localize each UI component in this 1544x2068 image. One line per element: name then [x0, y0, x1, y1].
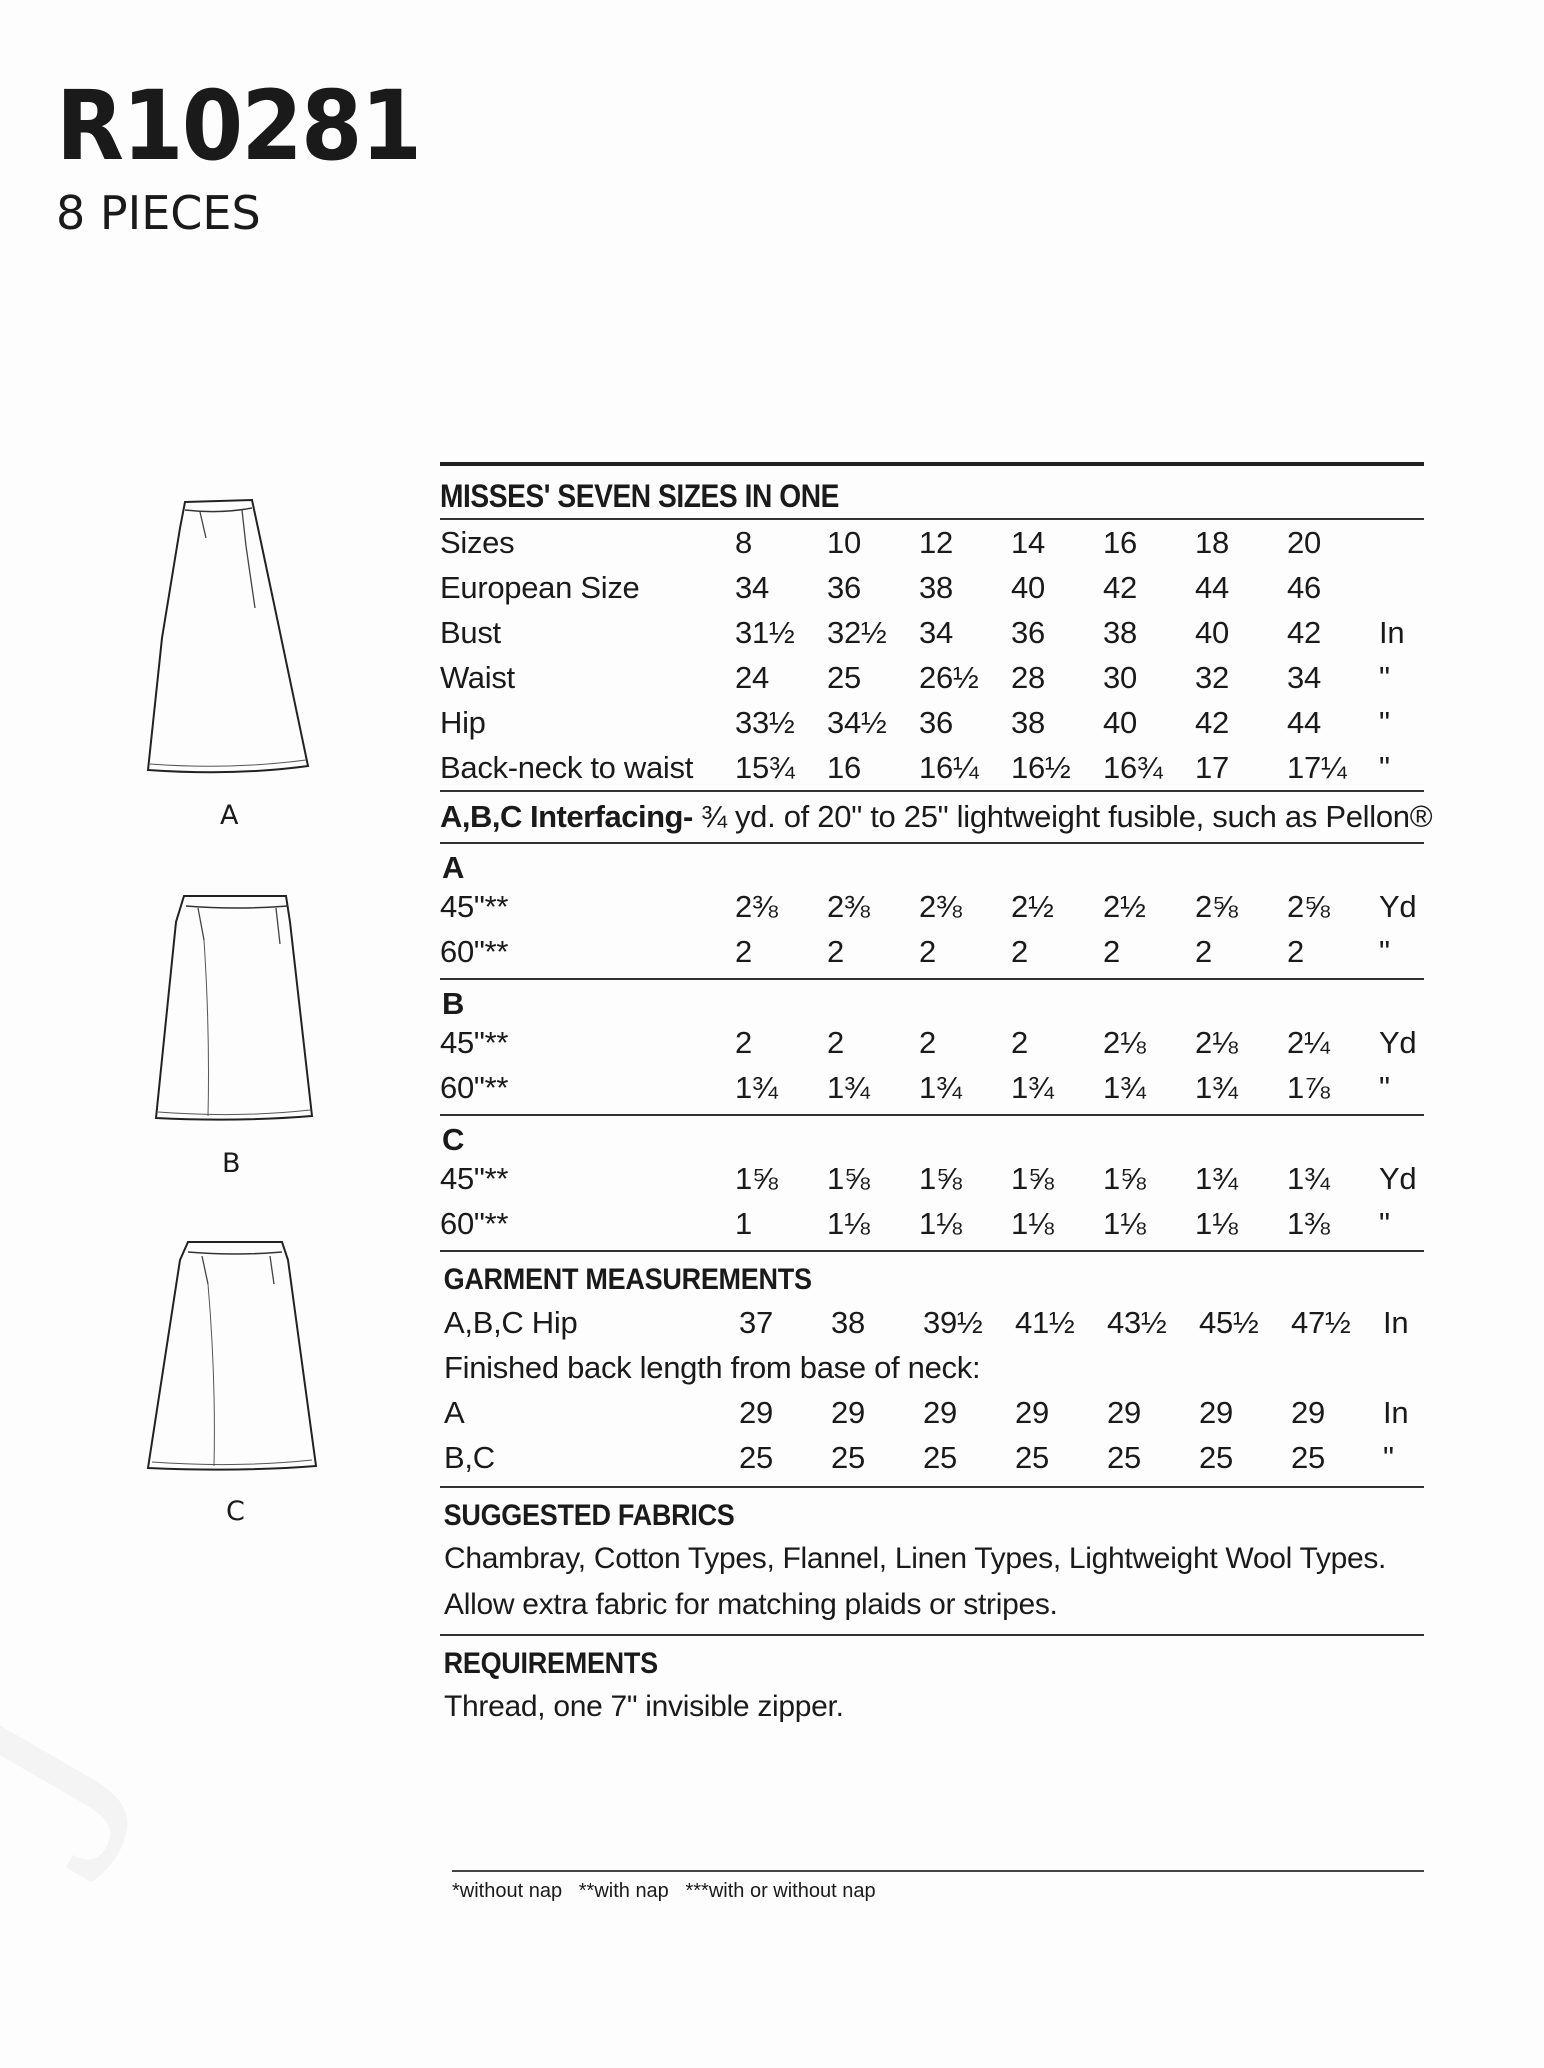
row-value: 1⅛: [827, 1206, 870, 1241]
view-b-label: B: [222, 1148, 241, 1179]
pattern-chart: [440, 462, 1433, 1730]
row-value: 1¾: [1103, 1070, 1146, 1105]
row-value: 32: [1195, 660, 1229, 695]
row-value: 8: [735, 525, 752, 560]
row-value: 34: [735, 570, 769, 605]
size-measurement-rows: [440, 520, 1424, 790]
row-value: 2: [1011, 934, 1028, 969]
row-value: 2: [735, 1025, 752, 1060]
measurement-row: [440, 1435, 1424, 1480]
row-value: 12: [919, 525, 953, 560]
row-value: 2⅝: [1287, 889, 1330, 924]
row-value: 2⅜: [919, 889, 962, 924]
row-value: 25: [831, 1440, 865, 1475]
row-value: 33½: [735, 705, 795, 740]
row-label: 60"**: [440, 1206, 509, 1241]
measurement-row: [440, 929, 1424, 974]
interfacing-row: [440, 792, 1433, 842]
row-value: 29: [739, 1395, 773, 1430]
row-value: 29: [1199, 1395, 1233, 1430]
row-value: 2: [827, 934, 844, 969]
requirements-title: REQUIREMENTS: [443, 1647, 658, 1680]
footer-rule: [452, 1870, 1424, 1872]
row-value: 44: [1287, 705, 1321, 740]
row-value: 2½: [1103, 889, 1146, 924]
row-label: 60"**: [440, 1070, 509, 1105]
row-label: Back-neck to waist: [440, 750, 694, 785]
row-value: 2: [735, 934, 752, 969]
row-value: 1: [735, 1206, 752, 1241]
row-unit: Yd: [1379, 889, 1417, 924]
yardage-view-heading: A: [442, 850, 465, 885]
measurement-row: [440, 565, 1424, 610]
yardage-blocks: [440, 844, 1424, 1252]
watermark: [0, 1630, 169, 1871]
row-label: European Size: [440, 570, 640, 605]
row-unit: ": [1383, 1440, 1394, 1475]
row-value: 2: [1195, 934, 1212, 969]
row-value: 16: [1103, 525, 1137, 560]
row-label: 45"**: [440, 1025, 509, 1060]
row-value: 25: [1107, 1440, 1141, 1475]
row-value: 1⅝: [1011, 1161, 1054, 1196]
row-value: 10: [827, 525, 861, 560]
row-value: 2: [1287, 934, 1304, 969]
row-value: 1¾: [1287, 1161, 1330, 1196]
chart-title: MISSES' SEVEN SIZES IN ONE: [440, 478, 839, 514]
measurement-row: [440, 884, 1424, 929]
row-value: 39½: [923, 1305, 983, 1340]
row-unit: ": [1379, 934, 1390, 969]
row-unit: ": [1379, 1070, 1390, 1105]
row-label: B,C: [444, 1440, 495, 1475]
row-value: 1⅞: [1287, 1070, 1330, 1105]
measurement-row: [440, 520, 1424, 565]
row-unit: [1379, 520, 1419, 565]
nap-footnote: *without nap **with nap ***with or without nap: [452, 1880, 876, 1902]
row-value: 20: [1287, 525, 1321, 560]
row-value: 1⅝: [827, 1161, 870, 1196]
row-value: 25: [1199, 1440, 1233, 1475]
row-value: 25: [1291, 1440, 1325, 1475]
row-value: 1¾: [919, 1070, 962, 1105]
row-unit: In: [1379, 615, 1405, 650]
measurement-row: [440, 1020, 1424, 1065]
row-value: 2⅜: [827, 889, 870, 924]
row-value: 42: [1195, 705, 1229, 740]
row-value: 36: [919, 705, 953, 740]
row-value: 29: [1015, 1395, 1049, 1430]
garment-measurements-title: GARMENT MEASUREMENTS: [443, 1263, 812, 1296]
row-value: 38: [831, 1305, 865, 1340]
row-value: 14: [1011, 525, 1045, 560]
row-value: 25: [923, 1440, 957, 1475]
row-unit: ": [1379, 1206, 1390, 1241]
row-value: 47½: [1291, 1305, 1351, 1340]
row-value: 2⅜: [735, 889, 778, 924]
row-value: 2⅛: [1103, 1025, 1146, 1060]
row-value: 29: [1291, 1395, 1325, 1430]
row-label: 60"**: [440, 934, 509, 969]
row-value: 1⅝: [1103, 1161, 1146, 1196]
row-value: 45½: [1199, 1305, 1259, 1340]
pattern-number: R10281: [56, 70, 421, 182]
yardage-view-heading: B: [442, 986, 465, 1021]
suggested-fabrics-text: Chambray, Cotton Types, Flannel, Linen Types, Lightweight Wool Types. Allow extra fabric for matching plaids or stripes.: [444, 1542, 1387, 1621]
interfacing-text: ¾ yd. of 20" to 25" lightweight fusible, such as Pellon®: [692, 799, 1433, 834]
row-value: 2⅛: [1195, 1025, 1238, 1060]
row-value: 25: [1015, 1440, 1049, 1475]
row-value: 2: [919, 1025, 936, 1060]
row-value: 34: [1287, 660, 1321, 695]
row-value: 46: [1287, 570, 1321, 605]
row-value: 24: [735, 660, 769, 695]
row-value: 2½: [1011, 889, 1054, 924]
row-value: 43½: [1107, 1305, 1167, 1340]
view-a-sketch: [140, 498, 325, 778]
row-label: Sizes: [440, 525, 515, 560]
back-length-subtitle: Finished back length from base of neck:: [444, 1350, 981, 1385]
row-value: 34½: [827, 705, 887, 740]
measurement-row: [440, 1201, 1424, 1246]
row-unit: In: [1383, 1395, 1409, 1430]
row-value: 2: [1103, 934, 1120, 969]
row-value: 2: [1011, 1025, 1028, 1060]
row-value: 44: [1195, 570, 1229, 605]
measurement-row: [440, 1300, 1424, 1345]
row-label: Bust: [440, 615, 501, 650]
row-value: 42: [1287, 615, 1321, 650]
row-value: 1⅛: [1103, 1206, 1146, 1241]
row-value: 1⅛: [919, 1206, 962, 1241]
row-value: 26½: [919, 660, 979, 695]
row-value: 1¾: [1195, 1070, 1238, 1105]
row-value: 15¾: [735, 750, 795, 785]
row-value: 25: [827, 660, 861, 695]
row-value: 41½: [1015, 1305, 1075, 1340]
row-value: 16¼: [919, 750, 979, 785]
view-a-label: A: [220, 800, 239, 831]
measurement-row: [440, 745, 1424, 790]
requirements-text: Thread, one 7" invisible zipper.: [444, 1690, 844, 1723]
row-value: 40: [1195, 615, 1229, 650]
row-value: 2: [919, 934, 936, 969]
row-value: 18: [1195, 525, 1229, 560]
piece-count: 8 PIECES: [56, 186, 261, 240]
row-value: 36: [827, 570, 861, 605]
row-label: Hip: [440, 705, 486, 740]
row-unit: Yd: [1379, 1161, 1417, 1196]
measurement-row: [440, 655, 1424, 700]
row-label: Waist: [440, 660, 515, 695]
measurement-row: [440, 700, 1424, 745]
row-value: 38: [919, 570, 953, 605]
row-unit: In: [1383, 1305, 1409, 1340]
row-value: 38: [1011, 705, 1045, 740]
row-value: 1¾: [735, 1070, 778, 1105]
row-value: 37: [739, 1305, 773, 1340]
row-value: 34: [919, 615, 953, 650]
row-value: 29: [831, 1395, 865, 1430]
row-value: 25: [739, 1440, 773, 1475]
row-value: 32½: [827, 615, 887, 650]
row-unit: ": [1379, 750, 1390, 785]
measurement-row: [440, 1065, 1424, 1110]
measurement-row: [440, 1390, 1424, 1435]
row-value: 1⅛: [1011, 1206, 1054, 1241]
row-value: 17: [1195, 750, 1229, 785]
interfacing-label: A,B,C Interfacing-: [440, 799, 693, 834]
row-value: 1⅛: [1195, 1206, 1238, 1241]
view-c-label: C: [226, 1496, 245, 1527]
row-unit: Yd: [1379, 1025, 1417, 1060]
view-b-sketch: [148, 892, 323, 1124]
yardage-view-heading: C: [442, 1122, 465, 1157]
row-value: 40: [1103, 705, 1137, 740]
row-value: 36: [1011, 615, 1045, 650]
row-value: 2⅝: [1195, 889, 1238, 924]
row-unit: ": [1379, 660, 1390, 695]
row-value: 1¾: [1011, 1070, 1054, 1105]
row-value: 16: [827, 750, 861, 785]
row-value: 38: [1103, 615, 1137, 650]
back-length-rows: [440, 1390, 1424, 1480]
suggested-fabrics-title: SUGGESTED FABRICS: [443, 1499, 735, 1532]
row-value: 2¼: [1287, 1025, 1330, 1060]
row-label: 45"**: [440, 1161, 509, 1196]
row-label: 45"**: [440, 889, 509, 924]
row-label: A: [444, 1395, 465, 1430]
measurement-row: [440, 1156, 1424, 1201]
garment-hip-row: [440, 1300, 1424, 1345]
row-value: 40: [1011, 570, 1045, 605]
row-value: 29: [923, 1395, 957, 1430]
row-value: 17¼: [1287, 750, 1347, 785]
row-value: 30: [1103, 660, 1137, 695]
row-unit: [1379, 565, 1419, 610]
row-value: 1⅝: [735, 1161, 778, 1196]
row-value: 29: [1107, 1395, 1141, 1430]
view-c-sketch: [144, 1238, 324, 1473]
measurement-row: [440, 610, 1424, 655]
row-value: 31½: [735, 615, 795, 650]
row-value: 16¾: [1103, 750, 1163, 785]
row-value: 16½: [1011, 750, 1071, 785]
row-value: 1¾: [827, 1070, 870, 1105]
row-value: 1⅜: [1287, 1206, 1330, 1241]
row-value: 42: [1103, 570, 1137, 605]
row-value: 28: [1011, 660, 1045, 695]
row-value: 2: [827, 1025, 844, 1060]
row-unit: ": [1379, 705, 1390, 740]
row-value: 1¾: [1195, 1161, 1238, 1196]
row-value: 1⅝: [919, 1161, 962, 1196]
row-label: A,B,C Hip: [444, 1305, 578, 1340]
